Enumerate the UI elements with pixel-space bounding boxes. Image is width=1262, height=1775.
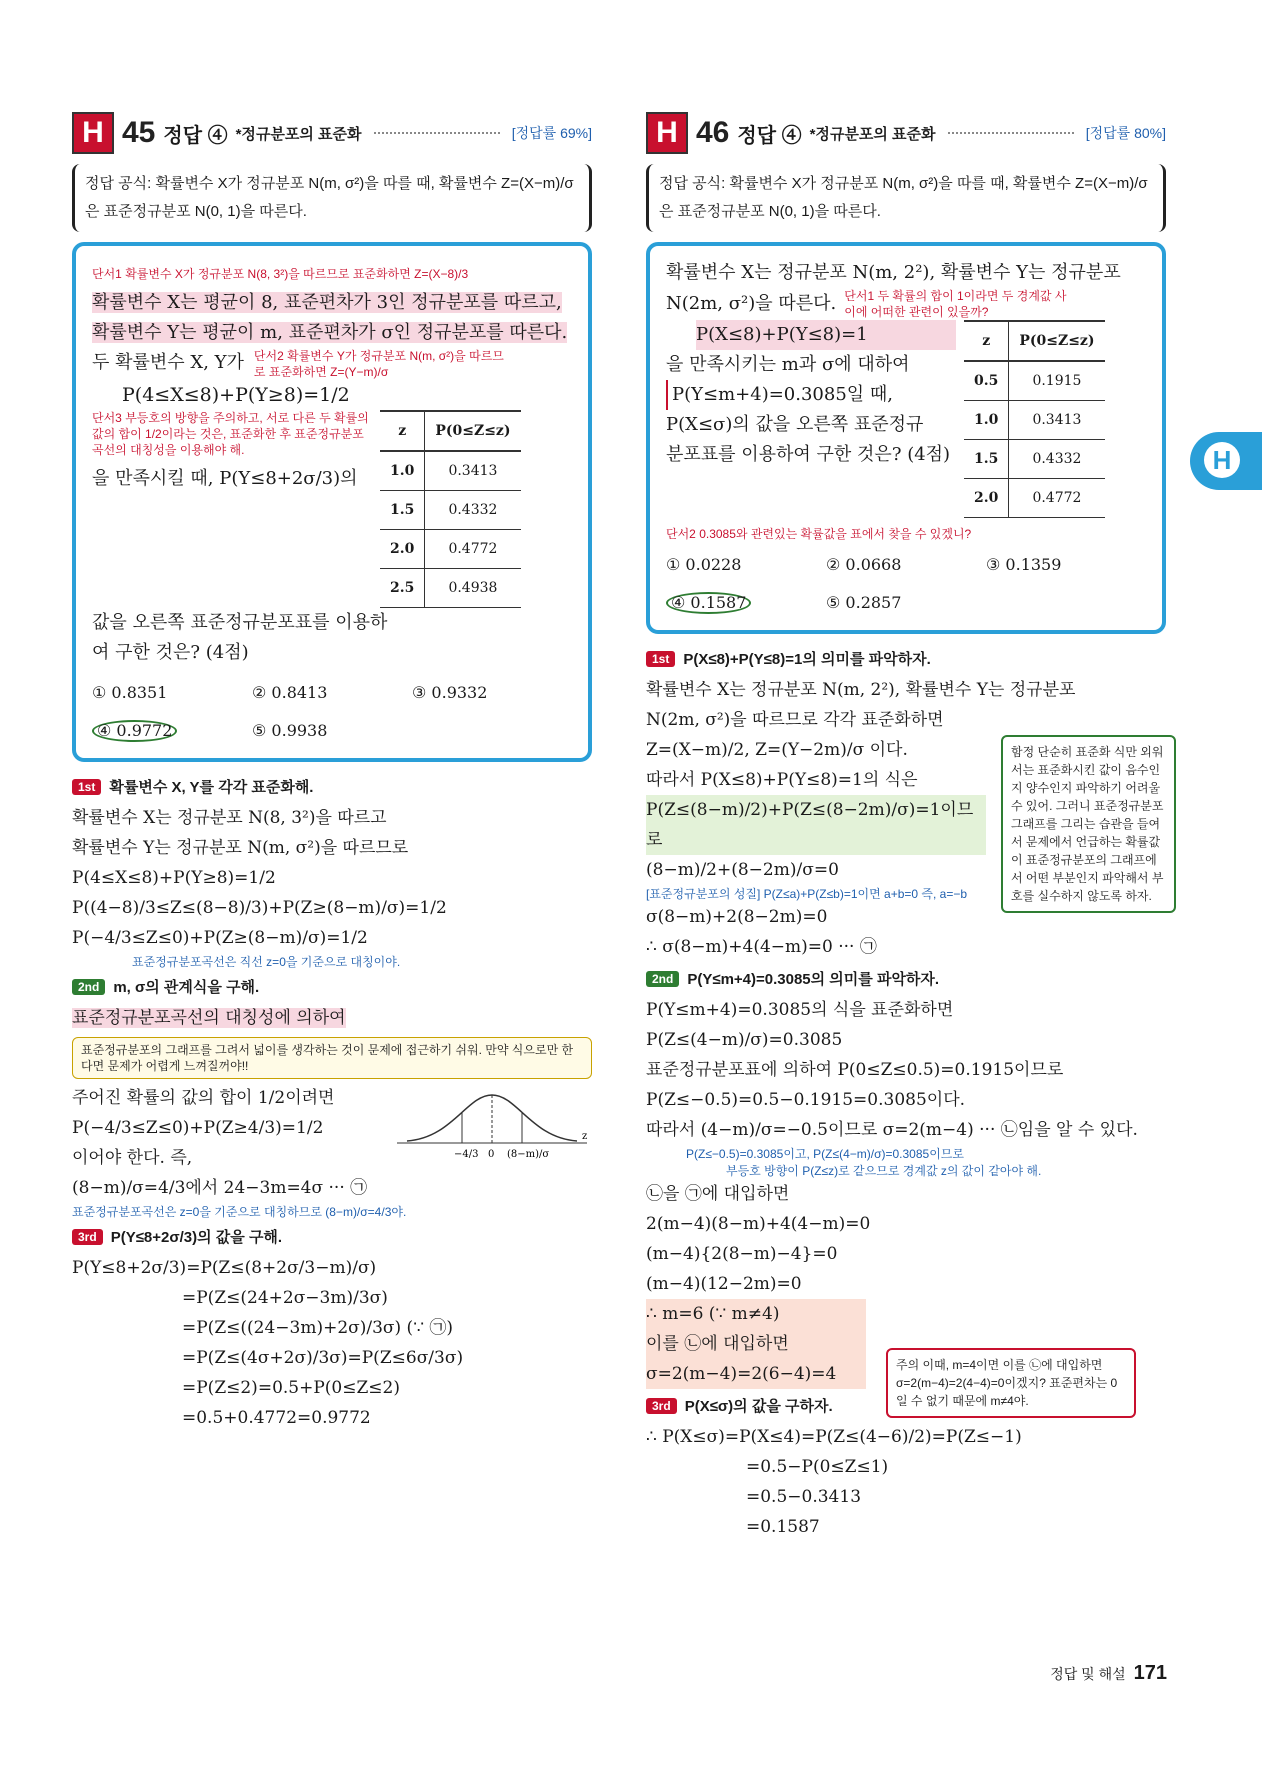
given-equation: P(4≤X≤8)+P(Y≥8)=1/2 xyxy=(122,384,350,406)
solution-line: 따라서 (4−m)/σ=−0.5이므로 σ=2(m−4) ··· ㉡임을 알 수 있다. xyxy=(646,1120,1138,1140)
p-cell: 0.3413 xyxy=(425,451,521,491)
z-cell: 2.5 xyxy=(380,569,425,608)
choice[interactable]: ⑤ 0.2857 xyxy=(826,593,902,612)
z-cell: 0.5 xyxy=(964,361,1009,401)
note: 표준정규분포곡선은 z=0을 기준으로 대칭하므로 (8−m)/σ=4/3야. xyxy=(72,1205,407,1219)
question-line: 여 구한 것은? (4점) xyxy=(92,642,249,663)
problem-header xyxy=(646,110,1166,156)
note: [표준정규분포의 성질] P(Z≤a)+P(Z≤b)=1이면 a+b=0 즉, a=−b xyxy=(646,887,968,901)
solution-line: P(Y≤m+4)=0.3085의 식을 표준화하면 xyxy=(646,1000,954,1020)
tick-label: (8−m)/σ xyxy=(507,1149,550,1160)
problem-number: 45 xyxy=(122,116,156,149)
problem-45 xyxy=(72,110,592,1433)
step-badge: 2nd xyxy=(72,979,105,995)
solution-46 xyxy=(646,648,1076,962)
solution-line: Z=(X−m)/2, Z=(Y−2m)/σ 이다. xyxy=(646,740,908,760)
choice[interactable]: ③ 0.1359 xyxy=(986,555,1062,574)
given-equation: P(X≤8)+P(Y≤8)=1 xyxy=(696,320,956,350)
solution-line: (m−4){2(8−m)−4}=0 xyxy=(646,1244,838,1264)
z-table-header: P(0≤Z≤z) xyxy=(425,411,521,451)
note: P(Z≤−0.5)=0.3085이고, P(Z≤(4−m)/σ)=0.3085이므로 xyxy=(686,1147,964,1161)
z-table-header: z xyxy=(380,411,425,451)
step-badge: 3rd xyxy=(72,1229,103,1245)
topic-label: *정규분포의 표준화 xyxy=(235,125,362,143)
topic-label: *정규분포의 표준화 xyxy=(809,125,936,143)
question-box xyxy=(646,242,1166,634)
section-badge: H xyxy=(72,112,114,154)
z-table-header: P(0≤Z≤z) xyxy=(1009,321,1105,361)
p-cell: 0.4772 xyxy=(1009,479,1105,518)
hint-2: 단서2 0.3085와 관련있는 확률값을 표에서 찾을 수 있겠니? xyxy=(666,527,972,541)
p-cell: 0.3413 xyxy=(1009,401,1105,440)
z-table xyxy=(964,320,1105,518)
correct-rate: [정답률 80%] xyxy=(1085,125,1166,141)
solution-line: 표준정규분포곡선의 대칭성에 의하여 xyxy=(72,1008,346,1028)
solution-45 xyxy=(72,776,592,1433)
solution-line: P(Z≤(4−m)/σ)=0.3085 xyxy=(646,1030,843,1050)
given-equation: P(Y≤m+4)=0.3085일 때, xyxy=(666,380,956,410)
choice[interactable]: ⑤ 0.9938 xyxy=(252,721,328,740)
solution-line: 이를 ㉡에 대입하면 xyxy=(646,1329,866,1359)
choice[interactable]: ② 0.0668 xyxy=(826,555,902,574)
step-badge: 1st xyxy=(72,779,101,795)
section-badge: H xyxy=(646,112,688,154)
solution-line: ∴ P(X≤σ)=P(X≤4)=P(Z≤(4−6)/2)=P(Z≤−1) xyxy=(646,1427,1022,1447)
choice[interactable]: ③ 0.9332 xyxy=(412,683,488,702)
hint-3: 단서3 부등호의 방향을 주의하고, 서로 다른 두 확률의 값의 합이 1/2이라는 것은, 표준화한 후 표준정규분포곡선의 대칭성을 이용해야 해. xyxy=(92,411,369,457)
step-title: P(X≤σ)의 값을 구하자. xyxy=(684,1398,833,1415)
p-cell: 0.4938 xyxy=(425,569,521,608)
solution-line: 주어진 확률의 값의 합이 1/2이려면 xyxy=(72,1088,335,1108)
solution-line: P(−4/3≤Z≤0)+P(Z≥4/3)=1/2 xyxy=(72,1118,324,1138)
tick-label: −4/3 xyxy=(454,1149,479,1160)
z-cell: 2.0 xyxy=(380,530,425,569)
question-line: 확률변수 Y는 평균이 m, 표준편차가 σ인 정규분포를 따른다. xyxy=(92,322,568,343)
answer-label: 정답 ④ xyxy=(163,124,228,147)
question-line: 분포표를 이용하여 구한 것은? (4점) xyxy=(666,444,951,465)
solution-line: =P(Z≤(4σ+2σ)/3σ)=P(Z≤6σ/3σ) xyxy=(182,1348,464,1368)
divider xyxy=(374,132,500,134)
trap-note: 함정 단순히 표준화 식만 외워서는 표준화시킨 값이 음수인지 양수인지 파악하기 어려울 수 있어. 그러니 표준정규분포 그래프를 그리는 습관을 들여서 문제에서 언급하는 확률값이 표준정규분포의 그래프에서 어떤 부분인지 파악해서 부호를 실수하지 않도록 하자. xyxy=(1001,735,1176,913)
tick-label: 0 xyxy=(488,1149,495,1160)
z-cell: 1.5 xyxy=(380,491,425,530)
question-line: N(2m, σ²)을 따른다. xyxy=(666,293,837,314)
page-number: 171 xyxy=(1133,1662,1167,1684)
step-badge: 1st xyxy=(646,651,675,667)
answer-formula: 정답 공식: 확률변수 X가 정규분포 N(m, σ²)을 따를 때, 확률변수 Z=(X−m)/σ 은 표준정규분포 N(0, 1)을 따른다. xyxy=(646,164,1166,232)
problem-header xyxy=(72,110,592,156)
solution-line: P(4≤X≤8)+P(Y≥8)=1/2 xyxy=(72,868,276,888)
z-cell: 1.0 xyxy=(380,451,425,491)
solution-line: 2(m−4)(8−m)+4(4−m)=0 xyxy=(646,1214,871,1234)
solution-line: 이어야 한다. 즉, xyxy=(72,1148,193,1168)
step-title: P(X≤8)+P(Y≤8)=1의 의미를 파악하자. xyxy=(683,651,931,668)
p-cell: 0.1915 xyxy=(1009,361,1105,401)
solution-line: 표준정규분포표에 의하여 P(0≤Z≤0.5)=0.1915이므로 xyxy=(646,1060,1064,1080)
question-line: 확률변수 X는 정규분포 N(m, 2²), 확률변수 Y는 정규분포 xyxy=(666,262,1121,283)
choices xyxy=(666,550,1146,618)
question-line: 을 만족시킬 때, P(Y≤8+2σ/3)의 xyxy=(92,468,358,489)
choice[interactable]: ① 0.0228 xyxy=(666,555,742,574)
answer-formula: 정답 공식: 확률변수 X가 정규분포 N(m, σ²)을 따를 때, 확률변수 Z=(X−m)/σ 은 표준정규분포 N(0, 1)을 따른다. xyxy=(72,164,592,232)
solution-line: =P(Z≤(24+2σ−3m)/3σ) xyxy=(182,1288,388,1308)
z-table-header: z xyxy=(964,321,1009,361)
note: 부등호 방향이 P(Z≤z)로 같으므로 경계값 z의 값이 같아야 해. xyxy=(726,1164,1042,1178)
z-table xyxy=(380,410,521,608)
step-badge: 3rd xyxy=(646,1398,677,1414)
divider xyxy=(948,132,1074,134)
z-cell: 2.0 xyxy=(964,479,1009,518)
correct-rate: [정답률 69%] xyxy=(511,125,592,141)
hint-1: 단서1 확률변수 X가 정규분포 N(8, 3²)을 따르므로 표준화하면 Z=(X−8)/3 xyxy=(92,267,469,281)
solution-line: (m−4)(12−2m)=0 xyxy=(646,1274,802,1294)
question-box xyxy=(72,242,592,762)
solution-line: (8−m)/2+(8−2m)/σ=0 xyxy=(646,860,839,880)
question-line: 확률변수 X는 평균이 8, 표준편차가 3인 정규분포를 따르고, xyxy=(92,292,562,313)
z-cell: 1.5 xyxy=(964,440,1009,479)
solution-line: 확률변수 X는 정규분포 N(m, 2²), 확률변수 Y는 정규분포 xyxy=(646,680,1076,700)
step-badge: 2nd xyxy=(646,971,679,987)
footer-label: 정답 및 해설 xyxy=(1050,1666,1126,1682)
solution-line: ∴ m=6 (∵ m≠4) xyxy=(646,1299,866,1329)
question-line: 을 만족시키는 m과 σ에 대하여 xyxy=(666,354,910,375)
hint-1: 단서1 두 확률의 합이 1이라면 두 경계값 사이에 어떠한 관련이 있을까? xyxy=(844,289,1067,319)
normal-curve-graph xyxy=(392,1083,592,1173)
solution-line: P(−4/3≤Z≤0)+P(Z≥(8−m)/σ)=1/2 xyxy=(72,928,368,948)
solution-line: =0.1587 xyxy=(746,1517,820,1537)
step-title: 확률변수 X, Y를 각각 표준화해. xyxy=(109,779,314,796)
problem-46 xyxy=(646,110,1166,1542)
question-line: P(X≤σ)의 값을 오른쪽 표준정규 xyxy=(666,414,924,435)
axis-label: z xyxy=(582,1131,588,1142)
solution-line: P(Y≤8+2σ/3)=P(Z≤(8+2σ/3−m)/σ) xyxy=(72,1258,377,1278)
choice[interactable]: ① 0.8351 xyxy=(92,683,168,702)
solution-line: ∴ σ(8−m)+4(4−m)=0 ··· ㉠ xyxy=(646,937,877,957)
problem-number: 46 xyxy=(696,116,730,149)
question-line: 두 확률변수 X, Y가 xyxy=(92,352,244,373)
solution-line: σ(8−m)+2(8−2m)=0 xyxy=(646,907,828,927)
solution-line: 확률변수 Y는 정규분포 N(m, σ²)을 따르므로 xyxy=(72,838,409,858)
mistake-note: 표준정규분포의 그래프를 그려서 넓이를 생각하는 것이 문제에 접근하기 쉬워. 만약 식으로만 한다면 문제가 어렵게 느껴질꺼야!! xyxy=(72,1037,592,1079)
solution-line: P(Z≤−0.5)=0.5−0.1915=0.3085이다. xyxy=(646,1090,966,1110)
solution-line: =0.5+0.4772=0.9772 xyxy=(182,1408,371,1428)
section-tab-label: H xyxy=(1204,442,1240,478)
step-title: P(Y≤8+2σ/3)의 값을 구해. xyxy=(110,1229,283,1246)
solution-line: P(Z≤(8−m)/2)+P(Z≤(8−2m)/σ)=1이므로 xyxy=(646,795,986,855)
solution-line: =P(Z≤2)=0.5+P(0≤Z≤2) xyxy=(182,1378,400,1398)
solution-line: P((4−8)/3≤Z≤(8−8)/3)+P(Z≥(8−m)/σ)=1/2 xyxy=(72,898,447,918)
note: 표준정규분포곡선은 직선 z=0을 기준으로 대칭이야. xyxy=(132,955,401,969)
choice[interactable]: ② 0.8413 xyxy=(252,683,328,702)
z-cell: 1.0 xyxy=(964,401,1009,440)
answer-label: 정답 ④ xyxy=(737,124,802,147)
solution-line: =0.5−P(0≤Z≤1) xyxy=(746,1457,889,1477)
p-cell: 0.4332 xyxy=(1009,440,1105,479)
step-title: P(Y≤m+4)=0.3085의 의미를 파악하자. xyxy=(687,971,940,988)
p-cell: 0.4772 xyxy=(425,530,521,569)
solution-line: (8−m)/σ=4/3에서 24−3m=4σ ··· ㉠ xyxy=(72,1178,368,1198)
step-title: m, σ의 관계식을 구해. xyxy=(113,979,260,996)
solution-line: σ=2(m−4)=2(6−4)=4 xyxy=(646,1359,866,1389)
question-line: 값을 오른쪽 표준정규분포표를 이용하 xyxy=(92,612,388,633)
page-footer xyxy=(1050,1662,1167,1685)
solution-line: =0.5−0.3413 xyxy=(746,1487,862,1507)
caution-note: 주의 이때, m=4이면 이를 ㉡에 대입하면 σ=2(m−4)=2(4−4)=0이겠지? 표준편차는 0일 수 없기 때문에 m≠4야. xyxy=(886,1348,1136,1418)
solution-46-cont xyxy=(646,968,1166,1542)
choice-correct[interactable] xyxy=(666,588,826,618)
solution-line: 확률변수 X는 정규분포 N(8, 3²)을 따르고 xyxy=(72,808,387,828)
p-cell: 0.4332 xyxy=(425,491,521,530)
section-tab[interactable] xyxy=(1190,432,1262,490)
hint-2: 단서2 확률변수 Y가 정규분포 N(m, σ²)을 따르므로 표준화하면 Z=(Y−m)/σ xyxy=(253,349,504,379)
solution-line: ㉡을 ㉠에 대입하면 xyxy=(646,1184,790,1204)
choice-correct[interactable] xyxy=(92,716,252,746)
solution-line: N(2m, σ²)을 따르므로 각각 표준화하면 xyxy=(646,710,944,730)
correct-mark: ④ 0.9772 xyxy=(92,720,177,742)
choices xyxy=(92,678,572,746)
correct-mark: ④ 0.1587 xyxy=(666,592,751,614)
solution-line: =P(Z≤((24−3m)+2σ)/3σ) (∵ ㉠) xyxy=(182,1318,454,1338)
solution-line: 따라서 P(X≤8)+P(Y≤8)=1의 식은 xyxy=(646,770,918,790)
